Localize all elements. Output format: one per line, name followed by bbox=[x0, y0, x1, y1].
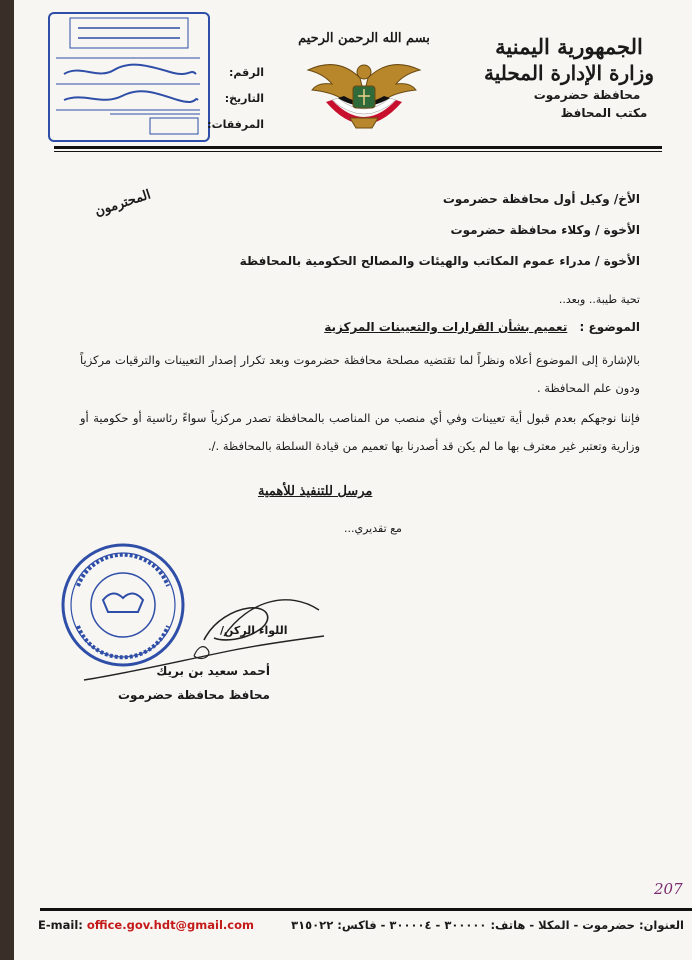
footer-divider bbox=[40, 908, 692, 911]
basmala: بسم الله الرحمن الرحيم bbox=[298, 31, 430, 46]
subject-label: الموضوع : bbox=[579, 320, 640, 334]
recipient-2: الأخوة / وكلاء محافظة حضرموت bbox=[450, 223, 640, 237]
header-divider-thin bbox=[54, 151, 662, 152]
handwritten-number: 207 bbox=[654, 880, 683, 898]
email-address[interactable]: office.gov.hdt@gmail.com bbox=[86, 918, 254, 932]
signatory-rank: اللواء الركن/ bbox=[220, 624, 288, 637]
recipient-1: الأخ/ وكيل أول محافظة حضرموت bbox=[442, 192, 640, 206]
signatory-name: أحمد سعيد بن بريك bbox=[156, 664, 270, 678]
regards: مع تقديري... bbox=[344, 522, 402, 535]
number-label: الرقم: bbox=[229, 66, 264, 79]
body-paragraph-2: فإننا نوجهكم بعدم قبول أية تعيينات وفي أي منصب من المناصب بالمحافظة تصدر مركزياً سواءً رئاسية أو حكومية أو وزارية وتعتبر غير معترف بها ما لم يكن قد أصدرنا بها تعميم من قيادة السلطة بالمحافظة ./. bbox=[80, 411, 640, 453]
email-label: E-mail: bbox=[38, 918, 83, 932]
subject-text: تعميم بشأن القرارات والتعيينات المركزية bbox=[324, 320, 568, 334]
eagle-emblem-icon bbox=[298, 48, 430, 140]
ministry-name: وزارة الإدارة المحلية bbox=[484, 61, 654, 85]
respected-salutation: المحترمون bbox=[93, 187, 153, 220]
email-block bbox=[38, 918, 254, 932]
governorate-name: محافظة حضرموت bbox=[533, 88, 641, 102]
recipient-3: الأخوة / مدراء عموم المكاتب والهيئات والمصالح الحكومية بالمحافظة bbox=[239, 254, 640, 268]
signatory-title: محافظ محافظة حضرموت bbox=[117, 688, 270, 702]
subject-line bbox=[324, 320, 640, 334]
letter-body bbox=[80, 346, 640, 460]
date-label: التاريخ: bbox=[224, 92, 264, 105]
yemen-emblem bbox=[298, 30, 430, 140]
body-paragraph-1: بالإشارة إلى الموضوع أعلاه ونظراً لما تقتضيه مصلحة محافظة حضرموت وبعد تكرار إصدار التعيينات والترقيات مركزياً ودون علم المحافظة . bbox=[80, 353, 640, 395]
letterhead bbox=[474, 34, 664, 122]
letter-meta bbox=[208, 60, 264, 138]
attachments-label: المرفقات: bbox=[207, 118, 264, 131]
registry-stamp-graphic bbox=[50, 14, 208, 140]
recipients-list bbox=[180, 184, 640, 277]
footer-address: العنوان: حضرموت - المكلا - هاتف: ٣٠٠٠٠٠ - ٣٠٠٠٠٤ - فاكس: ٣١٥٠٢٢ bbox=[291, 918, 684, 932]
letter-page bbox=[14, 0, 692, 960]
registry-stamp bbox=[48, 12, 210, 142]
sent-for-action: مرسل للتنفيذ للأهمية bbox=[258, 484, 373, 499]
greeting: تحية طيبة.. وبعد.. bbox=[558, 293, 640, 306]
header-divider bbox=[54, 146, 662, 149]
country-name: الجمهورية اليمنية bbox=[495, 34, 643, 59]
office-name: مكتب المحافظ bbox=[560, 106, 648, 120]
